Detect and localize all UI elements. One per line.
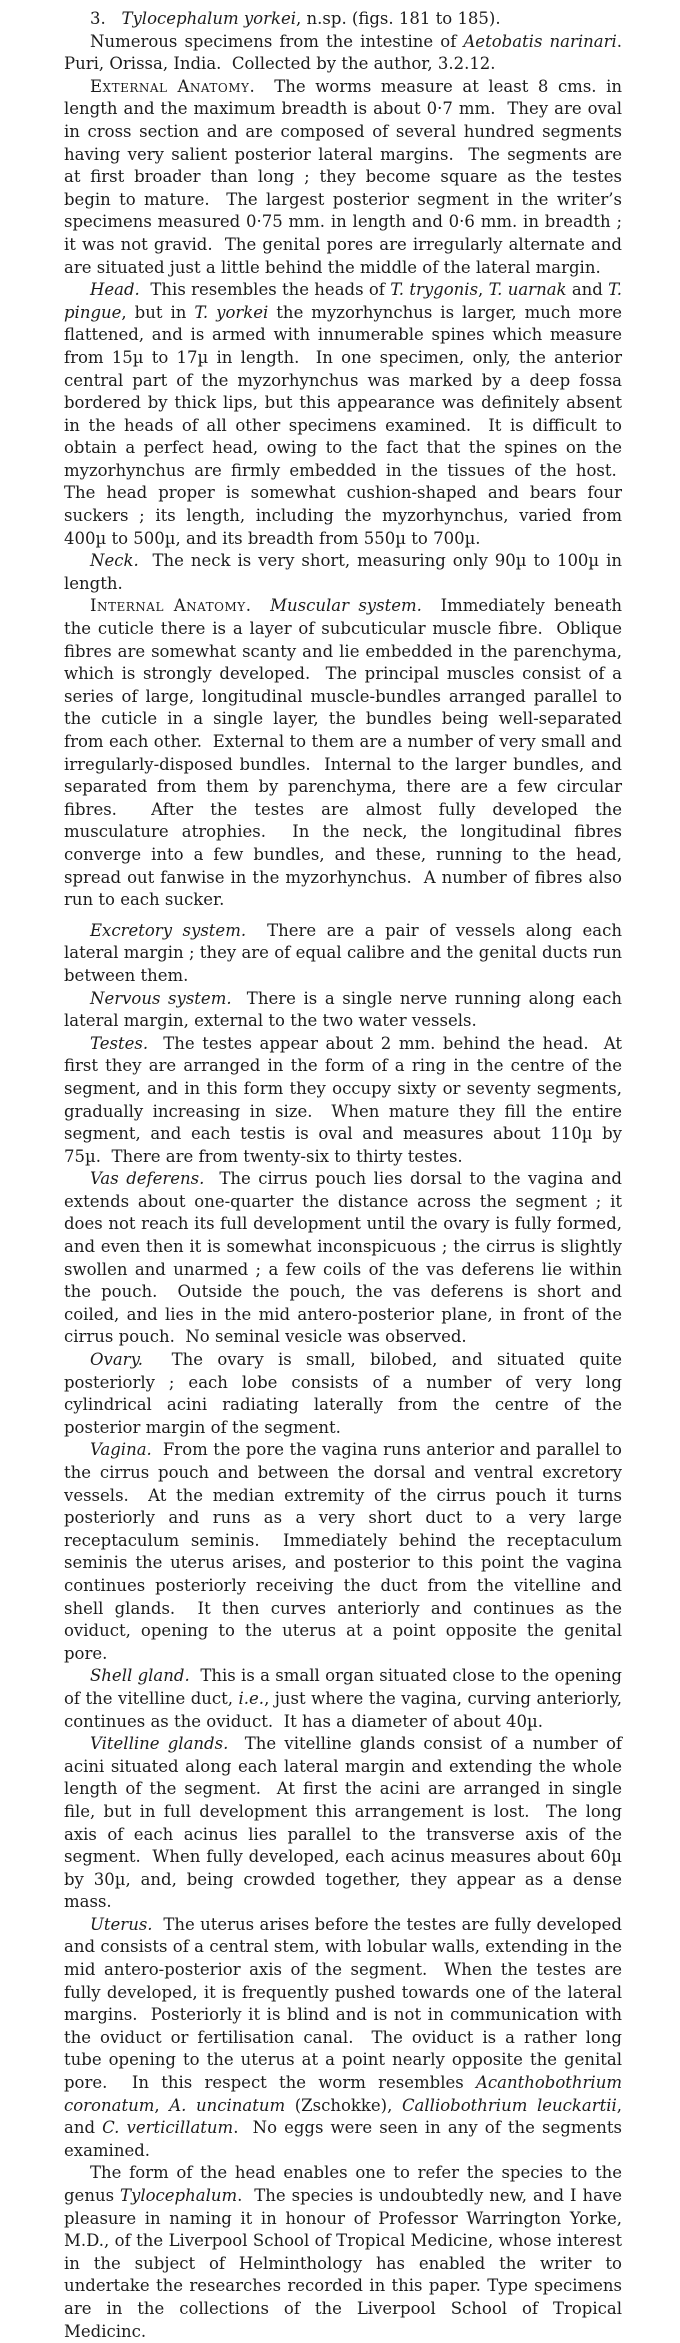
text-run <box>251 596 270 615</box>
italic-run: Uterus. <box>90 1914 153 1934</box>
paragraph <box>64 1914 622 2163</box>
italic-run: Vas deferens. <box>90 1169 205 1189</box>
italic-run: Calliobothrium leuckartii <box>401 2095 617 2115</box>
text-run: 3. <box>90 9 122 28</box>
italic-run: Shell gland. <box>90 1666 190 1686</box>
text-run: The testes appear about 2 mm. behind the head. At first they are arranged in the form of a ring in the centre of the segment, and in this form they occupy sixty or seventy segments, gradually increasing in size. When mature they fill the entire segment, and each testis is oval and measures about 110µ by 75µ. There are from twenty-six to thirty testes. <box>64 1033 622 1166</box>
italic-run: Head. <box>90 280 140 300</box>
italic-run: i.e. <box>238 1688 265 1708</box>
paragraph <box>64 988 622 1033</box>
italic-run: T. pingue <box>64 280 622 322</box>
italic-run: T. yorkei <box>194 302 269 322</box>
paragraph <box>64 595 622 911</box>
smallcaps-run: External Anatomy. <box>90 76 256 96</box>
paragraph <box>64 1033 622 1169</box>
text-run: Numerous specimens from the intestine of <box>90 31 464 51</box>
text-run: There are a pair of vessels along each lateral margin ; they are of equal calibre and the genital ducts run between them. <box>64 920 623 985</box>
text-run: . No eggs were seen in any of the segments examined. <box>64 2118 622 2160</box>
paragraph <box>64 550 622 595</box>
paragraph <box>64 76 622 279</box>
paragraph <box>64 1733 622 1914</box>
text-run: The vitelline glands consist of a number of acini situated along each lateral margin and extending the whole length of the segment. At first the acini are arranged in single file, but in full development this arrangement is lost. The long axis of each acinus lies parallel to the transverse axis of the segment. When fully developed, each acinus measures about 60µ by 30µ, and, being crowded together, they appear as a dense mass. <box>64 1734 623 1912</box>
paragraph <box>64 920 622 988</box>
italic-run: Vitelline glands. <box>90 1734 229 1754</box>
text-run: (Zschokke), <box>285 2095 402 2115</box>
text-run: , and <box>64 2095 623 2138</box>
italic-run: Tylocephalum yorkei <box>121 9 297 28</box>
page-body <box>64 31 622 2343</box>
paragraph <box>64 1168 622 1349</box>
text-run: , n.sp. (figs. 181 to 185). <box>296 9 501 28</box>
text-run: The uterus arises before the testes are fully developed and consists of a central stem, with lobular walls, extending in the mid antero-posterior axis of the segment. When the testes are fully developed, it is frequently pushed towards one of the lateral margins. Posteriorly it is blind and is not in communication with the oviduct or fertilisation canal. The oviduct is a rather long tube opening to the uterus at a point nearly opposite the genital pore. In this respect the worm resembles <box>64 1914 622 2093</box>
text-run: , just where the vagina, curving anteriorly, continues as the oviduct. It has a diameter of about 40µ. <box>64 1688 622 1731</box>
text-run: This is a small organ situated close to the opening of the vitelline duct, <box>64 1666 622 1708</box>
italic-run: Acanthobothrium coronatum <box>64 2073 622 2115</box>
italic-run: Testes. <box>90 1033 149 1053</box>
paragraph <box>64 279 622 550</box>
italic-run: Ovary. <box>90 1350 143 1370</box>
italic-run: A. uncinatum <box>169 2095 286 2115</box>
paragraph <box>64 31 622 76</box>
italic-run: T. uarnak <box>488 280 567 300</box>
italic-run: T. trygonis <box>390 280 479 300</box>
paragraph <box>64 2162 622 2343</box>
text-run: Immediately beneath the cuticle there is a layer of subcuticular muscle fibre. Oblique fibres are somewhat scanty and lie embedded in the parenchyma, which is strongly developed. The principal muscles consist of a series of large, longitudinal muscle-bundles arranged parallel to the cuticle in a single layer, the bundles being well-separated from each other. External to them are a number of very small and irregularly-disposed bundles. Internal to the larger bundles, and separated from them by parenchyma, there are a few circular fibres. After the testes are almost fully developed the musculature atrophies. In the neck, the longitudinal fibres converge into a few bundles, and these, running to the head, spread out fanwise in the myzorhynchus. A number of fibres also run to each sucker. <box>64 596 622 910</box>
text-run: The ovary is small, bilobed, and situated quite posteriorly ; each lobe consists of a number of very long cylindrical acini radiating laterally from the centre of the posterior margin of the segment. <box>64 1350 622 1437</box>
italic-run: Vagina. <box>90 1440 152 1460</box>
italic-run: Neck. <box>90 551 139 571</box>
italic-run: Nervous system. <box>90 988 232 1008</box>
text-run: The form of the head enables one to refer the species to the genus <box>64 2163 622 2205</box>
text-run: . Puri, Orissa, India. Collected by the author, 3.2.12. <box>64 31 622 74</box>
text-run: The neck is very short, measuring only 90µ to 100µ in length. <box>64 551 622 593</box>
text-run: . The species is undoubtedly new, and I have pleasure in naming it in honour of Professor Warrington Yorke, M.D., of the Liverpool School of Tropical Medicine, whose interest in the subject of Helminthology has enabled the writer to undertake the researches recorded in this paper. Type specimens are in the collections of the Liverpool School of Tropical Medicinc. <box>64 2186 622 2341</box>
text-run: The worms measure at least 8 cms. in length and the maximum breadth is about 0·7 mm. They are oval in cross section and are composed of several hundred segments having very salient posterior lateral margins. The segments are at first broader than long ; they become square as the testes begin to mature. The largest posterior segment in the writer’s specimens measured 0·75 mm. in length and 0·6 mm. in breadth ; it was not gravid. The genital pores are irregularly alternate and are situated just a little behind the middle of the lateral margin. <box>64 76 622 277</box>
italic-run: Muscular system. <box>270 596 422 616</box>
text-run: There is a single nerve running along each lateral margin, external to the two water vessels. <box>64 988 622 1031</box>
italic-run: Tylocephalum <box>120 2186 238 2205</box>
text-run: The cirrus pouch lies dorsal to the vagina and extends about one-quarter the distance across the segment ; it does not reach its full development until the ovary is fully formed, and even then it is somewhat inconspicuous ; the cirrus is slightly swollen and unarmed ; a few coils of the vas deferens lie within the pouch. Outside the pouch, the vas deferens is short and coiled, and lies in the mid antero-posterior plane, in front of the cirrus pouch. No seminal vesicle was observed. <box>64 1169 622 1347</box>
text-run: , <box>154 2095 170 2115</box>
text-run: the myzorhynchus is larger, much more flattened, and is armed with innumerable spines which measure from 15µ to 17µ in length. In one specimen, only, the anterior central part of the myzorhynchus was marked by a deep fossa bordered by thick lips, but this appearance was definitely absent in the heads of all other specimens examined. It is difficult to obtain a perfect head, owing to the fact that the spines on the myzorhynchus are firmly embedded in the tissues of the host. The head proper is somewhat cushion-shaped and bears four suckers ; its length, including the myzorhynchus, varied from 400µ to 500µ, and its breadth from 550µ to 700µ. <box>64 302 623 548</box>
text-run: From the pore the vagina runs anterior and parallel to the cirrus pouch and between the dorsal and ventral excretory vessels. At the median extremity of the cirrus pouch it turns posteriorly and runs as a very short duct to a very large receptaculum seminis. Immediately behind the receptaculum seminis the uterus arises, and posterior to this point the vagina continues posteriorly receiving the duct from the vitelline and shell glands. It then curves anteriorly and continues as the oviduct, opening to the uterus at a point opposite the genital pore. <box>64 1440 622 1663</box>
paragraph <box>64 1349 622 1439</box>
italic-run: Aetobatis narinari <box>463 31 617 51</box>
text-run: and <box>566 280 609 300</box>
italic-run: Excretory system. <box>90 920 247 940</box>
paragraph <box>64 1439 622 1665</box>
text-run: , but in <box>121 302 195 322</box>
text-run: This resembles the heads of <box>139 280 391 300</box>
smallcaps-run: Internal Anatomy. <box>90 596 252 616</box>
text-run: , <box>478 280 489 300</box>
italic-run: C. verticillatum <box>102 2118 234 2138</box>
section-heading <box>64 8 622 31</box>
paragraph <box>64 1665 622 1733</box>
